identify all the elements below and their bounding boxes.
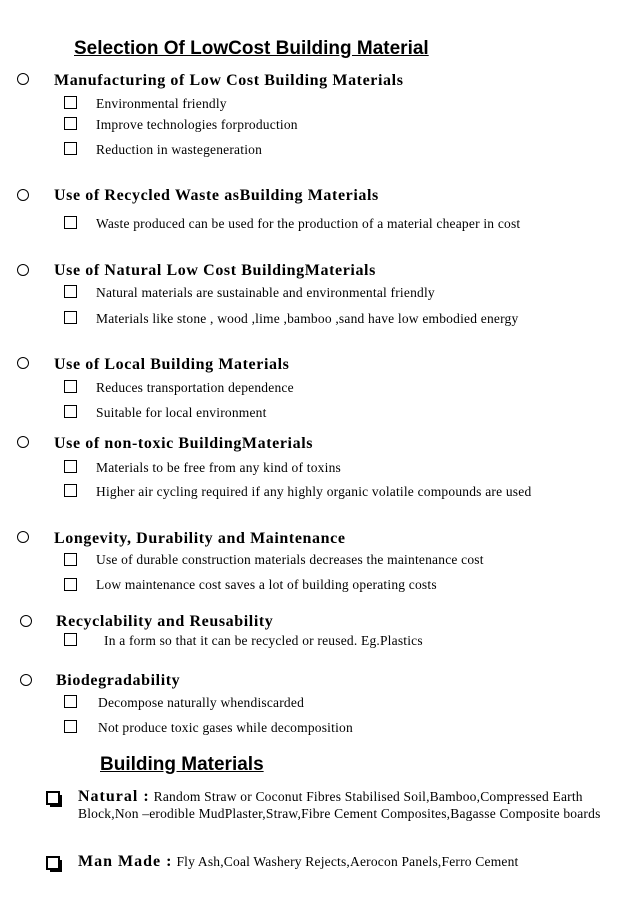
section-bullet-icon [17,73,29,85]
section-bullet-icon [17,264,29,276]
section-heading: Biodegradability [56,672,181,689]
section-bullet-icon [20,674,32,686]
checkbox-bullet-icon [64,96,77,109]
list-item: Not produce toxic gases while decomposition [98,720,353,735]
list-item: Waste produced can be used for the production of a material cheaper in cost [96,216,521,231]
list-item: Suitable for local environment [96,405,267,420]
checkbox-bullet-icon [64,460,77,473]
material-natural [78,788,614,822]
checkbox-bullet-icon [64,484,77,497]
checkbox-bullet-icon [64,633,77,646]
section-heading: Manufacturing of Low Cost Building Materials [54,72,404,89]
section-bullet-icon [17,189,29,201]
list-item: Natural materials are sustainable and environmental friendly [96,285,435,300]
section-heading: Use of non-toxic BuildingMaterials [54,435,314,452]
list-item: In a form so that it can be recycled or reused. Eg.Plastics [104,633,423,648]
page-title: Selection Of LowCost Building Material [74,38,429,59]
section-heading: Recyclability and Reusability [56,613,274,630]
list-item: Materials to be free from any kind of toxins [96,460,341,475]
shadow-box-bullet-icon [46,856,60,870]
checkbox-bullet-icon [64,720,77,733]
building-materials-title: Building Materials [100,754,264,775]
section-heading: Longevity, Durability and Maintenance [54,530,346,547]
list-item: Environmental friendly [96,96,227,111]
material-label: Natural : [78,788,150,805]
material-text: Random Straw or Coconut Fibres Stabilised Soil,Bamboo,Compressed Earth Block,Non –erodible MudPlaster,Straw,Fibre Cement Composites,Bagasse Composite boards [78,789,601,821]
section-heading: Use of Recycled Waste asBuilding Materials [54,187,379,204]
checkbox-bullet-icon [64,553,77,566]
checkbox-bullet-icon [64,142,77,155]
material-text: Fly Ash,Coal Washery Rejects,Aerocon Panels,Ferro Cement [176,854,519,869]
section-bullet-icon [20,615,32,627]
checkbox-bullet-icon [64,405,77,418]
shadow-box-bullet-icon [46,791,60,805]
section-heading: Use of Natural Low Cost BuildingMaterials [54,262,376,279]
checkbox-bullet-icon [64,311,77,324]
checkbox-bullet-icon [64,285,77,298]
list-item: Decompose naturally whendiscarded [98,695,305,710]
section-bullet-icon [17,531,29,543]
section-bullet-icon [17,436,29,448]
checkbox-bullet-icon [64,695,77,708]
list-item: Materials like stone , wood ,lime ,bamboo ,sand have low embodied energy [96,311,519,326]
list-item: Reduces transportation dependence [96,380,294,395]
checkbox-bullet-icon [64,380,77,393]
section-heading: Use of Local Building Materials [54,356,290,373]
list-item: Improve technologies forproduction [96,117,298,132]
section-bullet-icon [17,357,29,369]
material-label: Man Made : [78,853,173,870]
checkbox-bullet-icon [64,117,77,130]
list-item: Reduction in wastegeneration [96,142,263,157]
checkbox-bullet-icon [64,578,77,591]
list-item: Low maintenance cost saves a lot of building operating costs [96,577,437,592]
list-item: Use of durable construction materials decreases the maintenance cost [96,552,484,567]
material-man-made [78,853,614,870]
list-item: Higher air cycling required if any highly organic volatile compounds are used [96,484,532,499]
checkbox-bullet-icon [64,216,77,229]
